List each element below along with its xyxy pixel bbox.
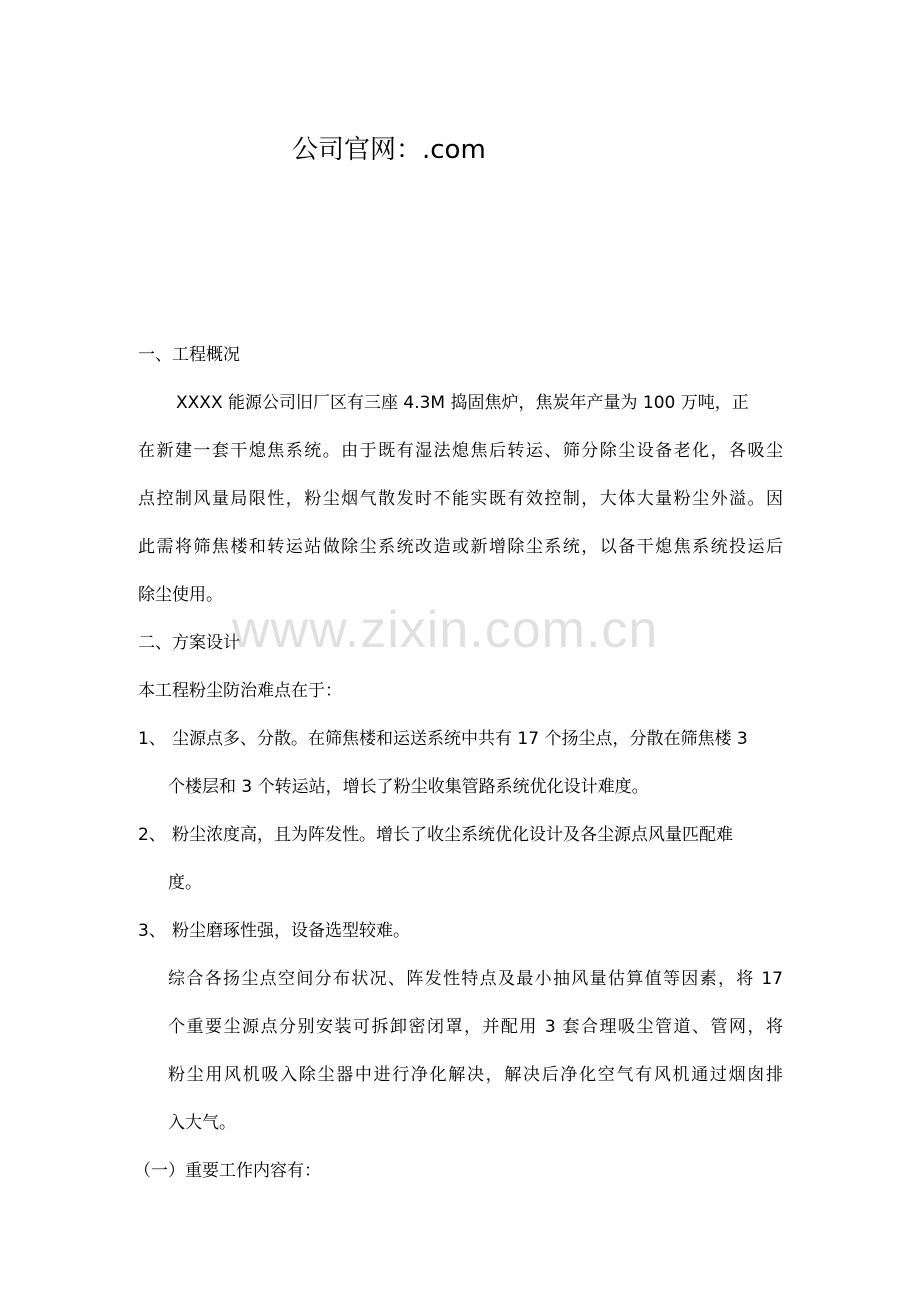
list-item-number: 2、	[138, 825, 166, 845]
section-heading-overview: 一、工程概况	[138, 345, 240, 365]
paragraph-line: 此需将筛焦楼和转运站做除尘系统改造或新增除尘系统，以备干熄焦系统投运后	[138, 537, 783, 557]
paragraph-line: 在新建一套干熄焦系统。由于既有湿法熄焦后转运、筛分除尘设备老化，各吸尘	[138, 441, 783, 461]
summary-line: 综合各扬尘点空间分布状况、阵发性特点及最小抽风量估算值等因素，将 17	[168, 969, 783, 989]
summary-line: 个重要尘源点分别安装可拆卸密闭罩，并配用 3 套合理吸尘管道、管网，将	[168, 1017, 783, 1037]
summary-line: 入大气。	[168, 1113, 236, 1133]
section-heading-design: 二、方案设计	[138, 633, 240, 653]
watermark: www.zixin.com.cn	[232, 601, 659, 659]
list-item-line: 粉尘磨琢性强，设备选型较难。	[172, 921, 410, 941]
list-item-line: 尘源点多、分散。在筛焦楼和运送系统中共有 17 个扬尘点，分散在筛焦楼 3	[172, 729, 748, 749]
summary-line: 粉尘用风机吸入除尘器中进行净化解决，解决后净化空气有风机通过烟囱排	[168, 1065, 783, 1085]
subheading-main-work: （一）重要工作内容有：	[134, 1161, 321, 1181]
list-item-line: 个楼层和 3 个转运站，增长了粉尘收集管路系统优化设计难度。	[168, 777, 649, 797]
list-item-line: 度。	[168, 873, 202, 893]
design-intro: 本工程粉尘防治难点在于：	[138, 681, 342, 701]
list-item-number: 3、	[138, 921, 166, 941]
paragraph-line: XXXX 能源公司旧厂区有三座 4.3M 捣固焦炉，焦炭年产量为 100 万吨，正	[176, 393, 749, 413]
paragraph-line: 点控制风量局限性，粉尘烟气散发时不能实既有效控制，大体大量粉尘外溢。因	[138, 489, 783, 509]
list-item-line: 粉尘浓度高，且为阵发性。增长了收尘系统优化设计及各尘源点风量匹配难	[172, 825, 733, 845]
paragraph-line: 除尘使用。	[138, 585, 223, 605]
page-header-title: 公司官网：.com	[292, 135, 486, 165]
list-item-number: 1、	[138, 729, 166, 749]
